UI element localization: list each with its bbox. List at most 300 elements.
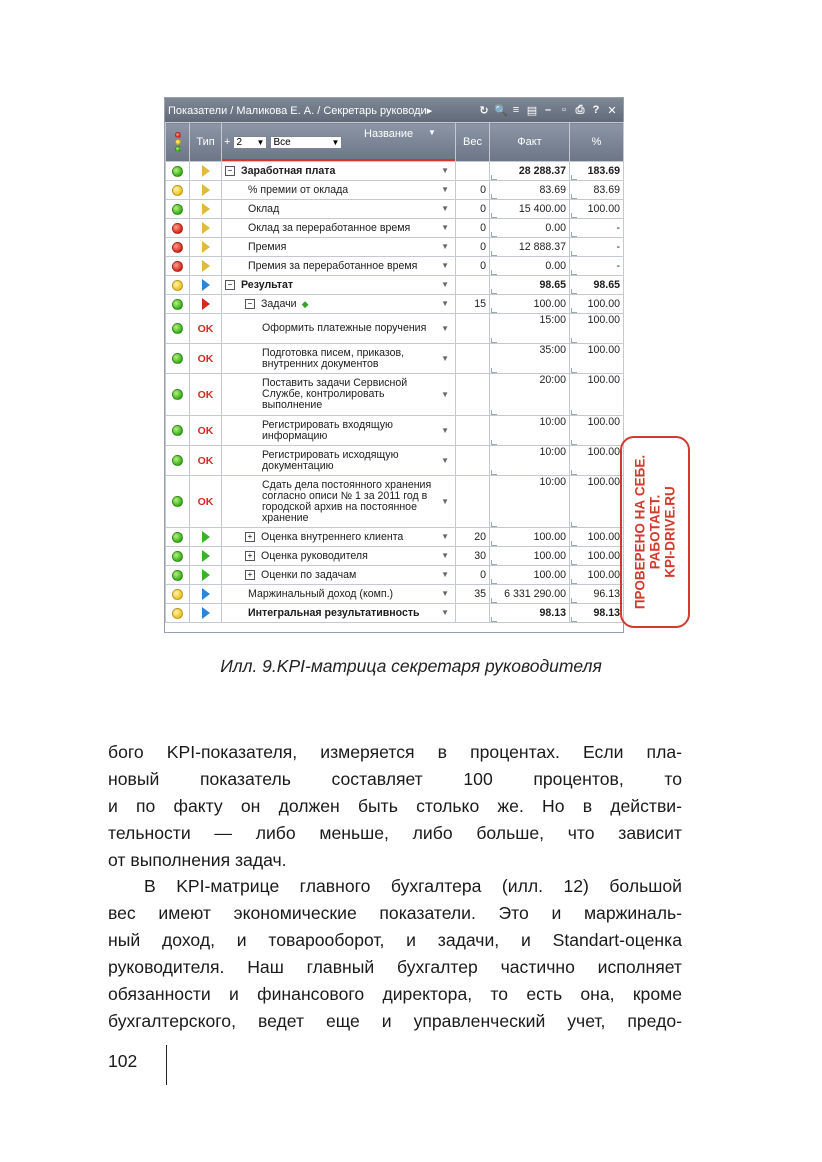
indicator-name: Маржинальный доход (комп.) [248, 587, 394, 600]
paragraph-1 [108, 739, 682, 874]
percent-value: - [616, 241, 620, 253]
fact-cell [490, 476, 570, 528]
fact-value: 28 288.37 [518, 165, 566, 177]
ok-badge: OK [197, 424, 214, 437]
page-number-divider [166, 1045, 167, 1085]
type-cell [190, 162, 222, 181]
chevron-down-icon[interactable]: ▼ [441, 455, 449, 465]
fact-value: 20:00 [539, 374, 566, 386]
status-cell [166, 276, 190, 295]
type-cell [190, 295, 222, 314]
indicator-name-cell[interactable] [222, 566, 456, 585]
help-icon[interactable]: ? [592, 103, 600, 116]
table-row[interactable] [166, 604, 624, 623]
weight-cell [456, 416, 490, 446]
green-light-icon [172, 389, 183, 400]
export-icon[interactable]: ▤ [526, 104, 538, 117]
type-cell [190, 344, 222, 374]
yellow-light-icon [172, 608, 183, 619]
indicator-name: Регистрировать исходящую документацию [262, 448, 399, 472]
expand-icon[interactable]: + [245, 532, 255, 542]
status-cell [166, 374, 190, 416]
indicator-name: Заработная плата [241, 164, 336, 177]
cell-marker [491, 470, 497, 475]
percent-value: 100.00 [587, 298, 620, 310]
status-cell [166, 344, 190, 374]
fact-value: 98.13 [539, 607, 566, 619]
weight-cell [456, 344, 490, 374]
weight-cell [456, 314, 490, 344]
chevron-down-icon[interactable]: ▼ [441, 222, 449, 232]
indicator-name-cell[interactable] [222, 219, 456, 238]
plus-icon[interactable]: + [224, 136, 231, 148]
percent-value: 183.69 [587, 165, 620, 177]
indicator-name-cell[interactable] [222, 295, 456, 314]
text-line: бухгалтерского, ведет еще и управленческий учет, предо- [108, 1011, 682, 1031]
cell-marker [571, 251, 577, 256]
table-row[interactable] [166, 374, 624, 416]
chevron-down-icon[interactable]: ▼ [441, 531, 449, 541]
type-cell [190, 314, 222, 344]
text-line: ный доход, и товарооборот, и задачи, и Standart-оценка [108, 930, 682, 950]
indicator-name-cell[interactable] [222, 162, 456, 181]
percent-value: 100.00 [587, 203, 620, 215]
indicator-name-cell[interactable] [222, 238, 456, 257]
percent-value: 100.00 [587, 416, 620, 428]
status-cell [166, 162, 190, 181]
indicator-name: Регистрировать входящую информацию [262, 418, 393, 442]
weight-cell: 0 [456, 219, 490, 238]
green-light-icon [172, 496, 183, 507]
indicator-name-cell[interactable] [222, 200, 456, 219]
text-line: вес имеют экономические показатели. Это и маржиналь- [108, 903, 682, 923]
stamp-line: ПРОВЕРЕНО НА СЕБЕ. [632, 454, 648, 610]
indicator-name: Оформить платежные поручения [262, 322, 427, 334]
weight-cell: 0 [456, 257, 490, 276]
weight-cell [456, 446, 490, 476]
type-cell [190, 276, 222, 295]
fact-value: 10:00 [539, 446, 566, 458]
table-row[interactable] [166, 219, 624, 238]
traffic-light-icon [175, 132, 181, 138]
percent-cell [570, 566, 624, 585]
table-row[interactable] [166, 585, 624, 604]
red-light-icon [172, 223, 183, 234]
status-cell [166, 238, 190, 257]
percent-cell [570, 162, 624, 181]
cell-marker [491, 598, 497, 603]
print-icon[interactable]: ⎙ [575, 103, 585, 116]
cell-marker [491, 440, 497, 445]
indicator-name-cell[interactable] [222, 181, 456, 200]
kpi-matrix-screenshot [164, 97, 678, 633]
percent-value: 100.00 [587, 476, 620, 488]
percent-value: 83.69 [593, 184, 620, 196]
table-row[interactable] [166, 476, 624, 528]
indicator-name-cell[interactable] [222, 476, 456, 528]
cell-marker [571, 289, 577, 294]
red-light-icon [172, 261, 183, 272]
cell-marker [571, 440, 577, 445]
ok-badge: OK [197, 388, 214, 401]
percent-value: 100.00 [587, 531, 620, 543]
percent-cell [570, 200, 624, 219]
diamond-icon: ◆ [301, 298, 309, 309]
chevron-down-icon[interactable]: ▼ [441, 260, 449, 270]
indicator-name-cell[interactable] [222, 257, 456, 276]
chevron-down-icon[interactable]: ▼ [441, 607, 449, 617]
header-name[interactable] [222, 123, 456, 162]
percent-value: 100.00 [587, 344, 620, 356]
cell-marker [571, 541, 577, 546]
verified-stamp [620, 436, 690, 628]
table-row[interactable] [166, 344, 624, 374]
paragraph-2 [108, 873, 682, 1035]
chevron-down-icon[interactable]: ▼ [441, 184, 449, 194]
figure-caption: Илл. 9.KPI-матрица секретаря руководителя [220, 656, 602, 676]
indicator-name-cell[interactable] [222, 604, 456, 623]
filter-select[interactable] [270, 136, 342, 149]
cell-marker [571, 522, 577, 527]
chevron-down-icon[interactable]: ▼ [441, 425, 449, 435]
table-row[interactable] [166, 566, 624, 585]
indicator-name-cell[interactable] [222, 314, 456, 344]
blue-flag-icon [202, 588, 210, 600]
header-name-label: Название [364, 128, 414, 140]
yellow-light-icon [172, 280, 183, 291]
weight-cell: 30 [456, 547, 490, 566]
weight-cell: 0 [456, 238, 490, 257]
table-row[interactable] [166, 181, 624, 200]
cell-marker [491, 232, 497, 237]
percent-value: 96.13 [593, 588, 620, 600]
status-cell [166, 585, 190, 604]
green-light-icon [172, 166, 183, 177]
indicator-name: Подготовка писем, приказов, внутренних документов [262, 346, 405, 370]
table-row[interactable] [166, 200, 624, 219]
percent-cell [570, 344, 624, 374]
chevron-down-icon[interactable]: ▼ [441, 496, 449, 506]
percent-value: - [616, 260, 620, 272]
fact-cell [490, 604, 570, 623]
fact-cell [490, 257, 570, 276]
expand-icon[interactable]: + [245, 551, 255, 561]
chevron-down-icon[interactable]: ▼ [441, 588, 449, 598]
fact-cell [490, 295, 570, 314]
fact-cell [490, 162, 570, 181]
fact-cell [490, 219, 570, 238]
cell-marker [571, 579, 577, 584]
chevron-down-icon[interactable]: ▼ [441, 203, 449, 213]
indicator-name: Оценки по задачам [261, 568, 357, 581]
cell-marker [491, 541, 497, 546]
table-row[interactable] [166, 238, 624, 257]
weight-cell [456, 162, 490, 181]
chevron-down-icon[interactable]: ▼ [441, 298, 449, 308]
status-cell [166, 219, 190, 238]
fact-cell [490, 566, 570, 585]
chevron-down-icon[interactable]: ▼ [441, 323, 449, 333]
status-cell [166, 295, 190, 314]
fact-cell [490, 528, 570, 547]
cell-marker [571, 175, 577, 180]
type-cell [190, 374, 222, 416]
percent-value: 100.00 [587, 550, 620, 562]
indicator-name-cell[interactable] [222, 374, 456, 416]
table-row[interactable] [166, 257, 624, 276]
type-cell [190, 219, 222, 238]
green-light-icon [172, 425, 183, 436]
green-light-icon [172, 455, 183, 466]
status-cell [166, 181, 190, 200]
filter-value: Все [273, 136, 291, 148]
green-light-icon [172, 323, 183, 334]
collapse-icon[interactable]: − [225, 166, 235, 176]
weight-cell [456, 374, 490, 416]
chevron-down-icon[interactable]: ▼ [441, 550, 449, 560]
cell-marker [491, 368, 497, 373]
header-light-col[interactable] [166, 123, 190, 162]
status-cell [166, 604, 190, 623]
indicator-name-cell[interactable] [222, 344, 456, 374]
percent-cell [570, 314, 624, 344]
fact-value: 83.69 [539, 184, 566, 196]
percent-cell [570, 374, 624, 416]
weight-cell [456, 604, 490, 623]
status-cell [166, 528, 190, 547]
header-percent[interactable]: % [570, 123, 624, 162]
green-light-icon [172, 204, 183, 215]
percent-value: 100.00 [587, 446, 620, 458]
weight-cell [456, 276, 490, 295]
yellow-flag-icon [202, 241, 210, 253]
percent-cell [570, 585, 624, 604]
fact-value: 15:00 [539, 314, 566, 326]
header-fact[interactable]: Факт [490, 123, 570, 162]
percent-cell [570, 604, 624, 623]
fact-cell [490, 238, 570, 257]
yellow-flag-icon [202, 203, 210, 215]
type-cell [190, 528, 222, 547]
page-number: 102 [108, 1051, 138, 1071]
ok-badge: OK [197, 454, 214, 467]
yellow-light-icon [172, 185, 183, 196]
indicator-name: Результат [241, 278, 294, 291]
text-line: В KPI-матрице главного бухгалтера (илл. 12) большой [144, 876, 682, 896]
stamp-line: KPI-DRIVE.RU [662, 486, 678, 578]
status-cell [166, 446, 190, 476]
fact-value: 100.00 [533, 298, 566, 310]
percent-cell [570, 181, 624, 200]
cell-marker [571, 213, 577, 218]
text-line: тельности — либо меньше, либо больше, что зависит [108, 823, 682, 843]
collapse-icon[interactable]: − [225, 280, 235, 290]
cell-marker [571, 232, 577, 237]
green-light-icon [172, 570, 183, 581]
percent-cell [570, 528, 624, 547]
cell-marker [491, 213, 497, 218]
percent-cell [570, 295, 624, 314]
header-type[interactable]: Тип [190, 123, 222, 162]
fact-value: 100.00 [533, 550, 566, 562]
fact-cell [490, 314, 570, 344]
fact-value: 0.00 [545, 260, 566, 272]
percent-cell [570, 219, 624, 238]
table-row[interactable] [166, 446, 624, 476]
window-titlebar [165, 98, 623, 122]
table-header [166, 123, 624, 162]
text-line: новый показатель составляет 100 процентов, то [108, 769, 682, 789]
weight-cell: 0 [456, 181, 490, 200]
table-row[interactable] [166, 547, 624, 566]
type-cell [190, 257, 222, 276]
blue-flag-icon [202, 607, 210, 619]
chevron-down-icon[interactable]: ▼ [441, 569, 449, 579]
percent-cell [570, 276, 624, 295]
green-light-icon [172, 353, 183, 364]
cell-marker [491, 579, 497, 584]
header-weight[interactable]: Вес [456, 123, 490, 162]
weight-cell: 20 [456, 528, 490, 547]
type-cell [190, 547, 222, 566]
cell-marker [491, 251, 497, 256]
indicator-name: % премии от оклада [248, 183, 349, 196]
refresh-icon[interactable]: ↻ [479, 104, 489, 117]
table-row[interactable] [166, 162, 624, 181]
yellow-flag-icon [202, 260, 210, 272]
collapse-icon[interactable]: − [245, 299, 255, 309]
indicator-name: Поставить задачи Сервисной Службе, контролировать выполнение [262, 377, 408, 411]
red-flag-icon [202, 298, 210, 310]
ok-badge: OK [197, 495, 214, 508]
indicator-name: Оценка внутреннего клиента [261, 530, 404, 543]
indicator-name-cell[interactable] [222, 416, 456, 446]
minimize-icon[interactable]: – [544, 103, 552, 116]
indicator-name: Интегральная результативность [248, 606, 420, 619]
cell-marker [571, 338, 577, 343]
chevron-down-icon[interactable]: ▼ [441, 241, 449, 251]
type-cell [190, 585, 222, 604]
ok-badge: OK [197, 322, 214, 335]
expand-icon[interactable]: + [245, 570, 255, 580]
table-row[interactable] [166, 528, 624, 547]
chevron-down-icon[interactable]: ▼ [428, 128, 436, 137]
yellow-flag-icon [202, 184, 210, 196]
chevron-down-icon[interactable]: ▼ [441, 165, 449, 175]
cell-marker [571, 194, 577, 199]
fact-value: 100.00 [533, 569, 566, 581]
indicator-name: Задачи [261, 297, 297, 310]
window-title: Показатели / Маликова Е. А. / Секретарь руководи▸ [168, 104, 433, 117]
fact-value: 98.65 [539, 279, 566, 291]
type-cell [190, 416, 222, 446]
status-cell [166, 416, 190, 446]
indicator-name: Премия [248, 240, 287, 253]
chevron-down-icon[interactable]: ▼ [441, 279, 449, 289]
fact-value: 35:00 [539, 344, 566, 356]
chevron-down-icon[interactable]: ▼ [441, 389, 449, 399]
chevron-down-icon[interactable]: ▼ [441, 353, 449, 363]
close-icon[interactable]: ✕ [607, 104, 617, 117]
fact-cell [490, 181, 570, 200]
percent-cell [570, 257, 624, 276]
weight-cell: 35 [456, 585, 490, 604]
fact-value: 10:00 [539, 476, 566, 488]
status-cell [166, 547, 190, 566]
maximize-icon[interactable]: ▫ [562, 103, 566, 116]
cell-marker [491, 270, 497, 275]
cell-marker [491, 617, 497, 622]
table-row[interactable] [166, 276, 624, 295]
status-cell [166, 476, 190, 528]
cell-marker [571, 270, 577, 275]
indicator-name-cell[interactable] [222, 547, 456, 566]
fact-cell [490, 344, 570, 374]
fact-cell [490, 585, 570, 604]
indicator-name-cell[interactable] [222, 528, 456, 547]
green-light-icon [172, 532, 183, 543]
chevron-down-icon: ▼ [331, 137, 340, 147]
fact-cell [490, 416, 570, 446]
fact-value: 6 331 290.00 [504, 588, 566, 600]
indicator-name: Оклад за переработанное время [248, 221, 411, 234]
green-light-icon [172, 299, 183, 310]
chevron-down-icon: ▼ [256, 137, 265, 147]
indicator-name-cell[interactable] [222, 446, 456, 476]
fact-value: 15 400.00 [518, 203, 566, 215]
status-cell [166, 566, 190, 585]
fact-value: 10:00 [539, 416, 566, 428]
cell-marker [571, 617, 577, 622]
type-cell [190, 566, 222, 585]
cell-marker [491, 522, 497, 527]
indicator-name-cell[interactable] [222, 585, 456, 604]
status-cell [166, 200, 190, 219]
indicator-name: Оценка руководителя [261, 549, 368, 562]
search-icon[interactable]: 🔍 [494, 104, 508, 117]
type-cell [190, 238, 222, 257]
table-row[interactable] [166, 416, 624, 446]
blue-flag-icon [202, 279, 210, 291]
cell-marker [571, 598, 577, 603]
indicator-name: Премия за переработанное время [248, 259, 418, 272]
table-row[interactable] [166, 314, 624, 344]
weight-cell: 0 [456, 200, 490, 219]
list-icon[interactable]: ≡ [512, 103, 520, 116]
type-cell [190, 446, 222, 476]
green-light-icon [172, 551, 183, 562]
fact-value: 12 888.37 [518, 241, 566, 253]
ok-badge: OK [197, 352, 214, 365]
fact-cell [490, 200, 570, 219]
traffic-light-icon [175, 139, 181, 145]
traffic-light-icon [175, 146, 181, 152]
percent-value: 100.00 [587, 569, 620, 581]
text-line: бого KPI-показателя, измеряется в процентах. Если пла- [108, 742, 682, 762]
type-cell [190, 604, 222, 623]
text-line: и по факту он должен быть столько же. Но в действи- [108, 796, 682, 816]
indicator-name-cell[interactable] [222, 276, 456, 295]
type-cell [190, 476, 222, 528]
level-select[interactable] [233, 136, 267, 149]
yellow-flag-icon [202, 165, 210, 177]
cell-marker [571, 410, 577, 415]
cell-marker [491, 194, 497, 199]
fact-value: 0.00 [545, 222, 566, 234]
percent-cell [570, 446, 624, 476]
table-row[interactable] [166, 295, 624, 314]
cell-marker [571, 470, 577, 475]
